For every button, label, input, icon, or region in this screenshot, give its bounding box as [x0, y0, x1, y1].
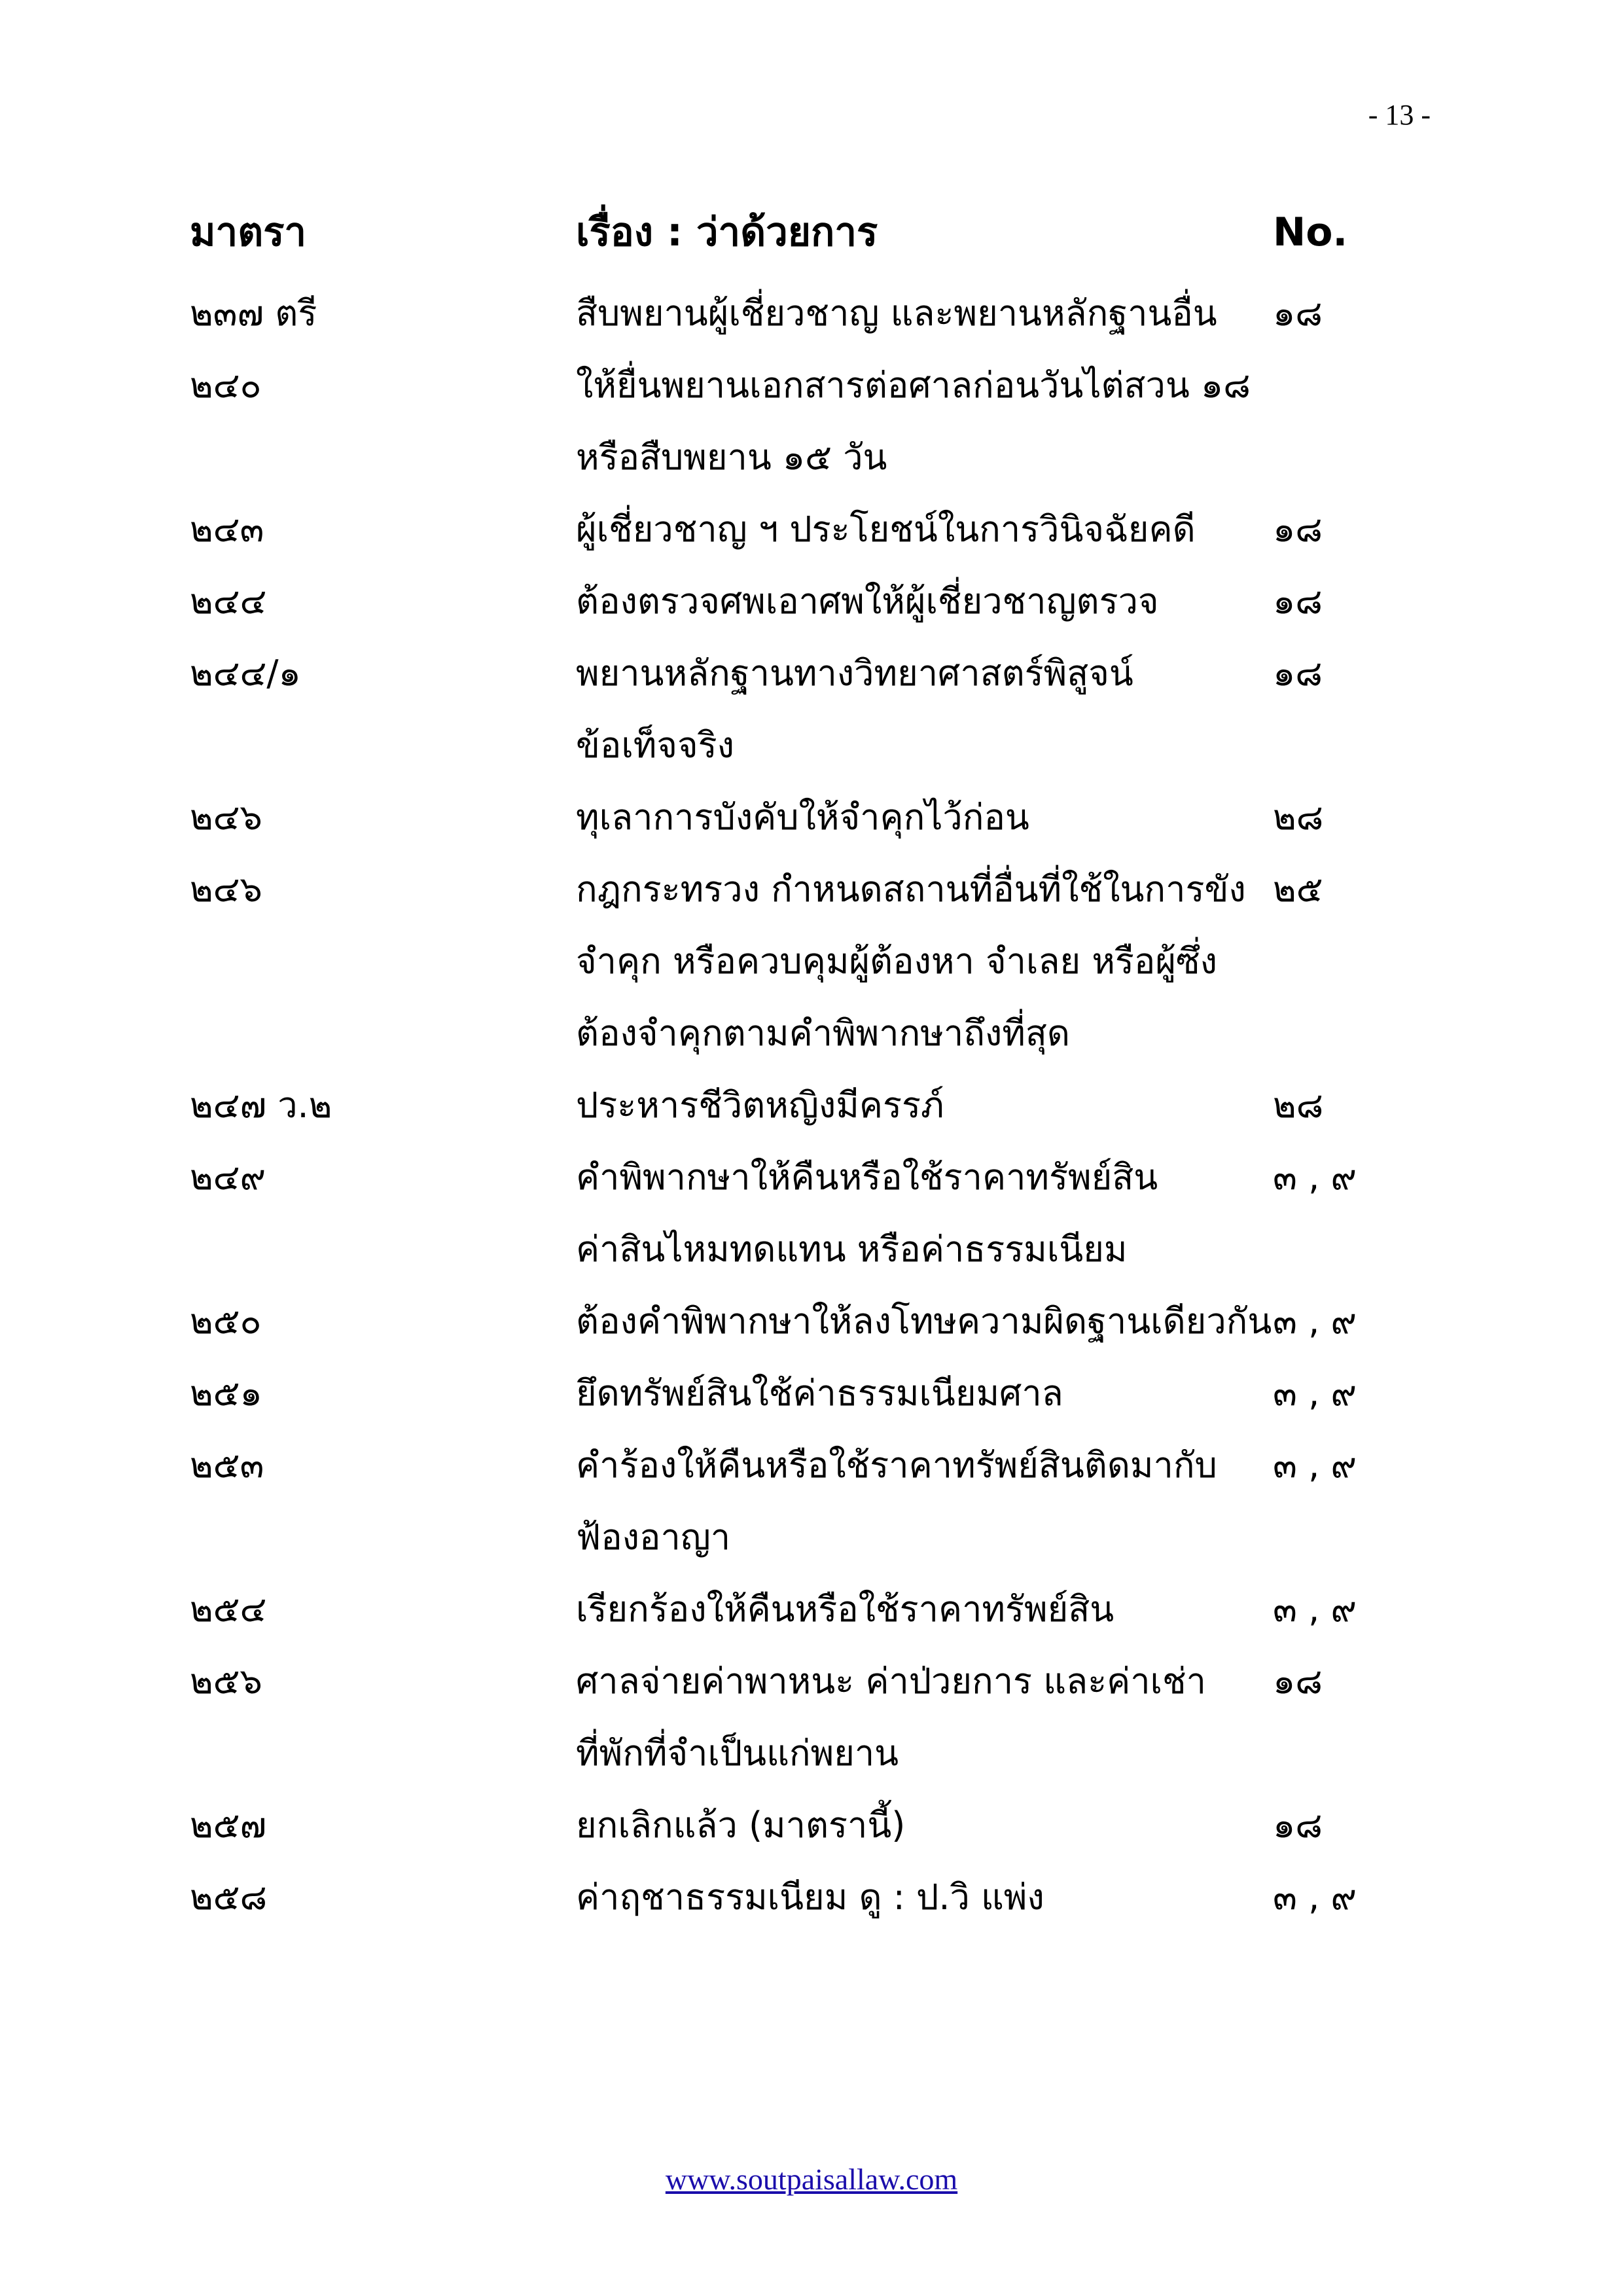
section-number: ๒๕๗ — [190, 1804, 267, 1846]
reference-no: ๒๘ — [1273, 1085, 1324, 1126]
table-row — [190, 853, 1433, 1069]
section-number: ๒๔๙ — [190, 1157, 266, 1198]
row-line — [190, 781, 1433, 853]
reference-no: ๓ , ๙ — [1273, 1300, 1357, 1342]
reference-no: ๓ , ๙ — [1273, 1876, 1357, 1918]
table-row — [190, 493, 1433, 565]
subject-text: ยกเลิกแล้ว (มาตรานี้) — [576, 1804, 906, 1846]
row-line — [190, 1861, 1433, 1933]
row-line — [190, 1141, 1433, 1213]
row-line — [190, 1213, 1433, 1285]
section-number: ๒๔๓ — [190, 509, 264, 550]
row-line — [190, 1789, 1433, 1861]
row-line — [190, 1717, 1433, 1789]
subject-text: คำร้องให้คืนหรือใช้ราคาทรัพย์สินติดมากับ — [576, 1444, 1217, 1486]
reference-no: ๑๘ — [1273, 293, 1323, 334]
section-number: ๒๕๘ — [190, 1876, 268, 1918]
row-line — [190, 997, 1433, 1069]
reference-no: ๑๘ — [1273, 509, 1323, 550]
section-number: ๒๔๔ — [190, 581, 267, 622]
reference-no: ๓ , ๙ — [1273, 1444, 1357, 1486]
row-line — [190, 1357, 1433, 1429]
reference-no: ๑๘ — [1273, 581, 1323, 622]
section-number: ๒๕๐ — [190, 1300, 262, 1342]
table-row — [190, 1645, 1433, 1789]
subject-text: สืบพยานผู้เชี่ยวชาญ และพยานหลักฐานอื่น — [576, 293, 1217, 334]
page-number: - 13 - — [1368, 99, 1431, 131]
subject-text: ประหารชีวิตหญิงมีครรภ์ — [576, 1085, 944, 1126]
table-row — [190, 278, 1433, 350]
row-line — [190, 1429, 1433, 1501]
subject-text: เรียกร้องให้คืนหรือใช้ราคาทรัพย์สิน — [576, 1588, 1115, 1630]
table-row — [190, 1573, 1433, 1645]
table-row — [190, 350, 1433, 493]
table-row — [190, 637, 1433, 781]
reference-no: ๑๘ — [1273, 653, 1323, 694]
row-line — [190, 853, 1433, 925]
subject-text: ฟ้องอาญา — [576, 1516, 731, 1558]
subject-text: กฎกระทรวง กำหนดสถานที่อื่นที่ใช้ในการขัง — [576, 869, 1246, 910]
row-line — [190, 709, 1433, 781]
row-line — [190, 1645, 1433, 1717]
subject-text: ที่พักที่จำเป็นแก่พยาน — [576, 1732, 899, 1774]
header-no: No. — [1273, 209, 1348, 255]
table-row — [190, 781, 1433, 853]
header-subject: เรื่อง : ว่าด้วยการ — [576, 209, 878, 255]
subject-text: หรือสืบพยาน ๑๕ วัน — [576, 437, 887, 478]
table-body — [190, 278, 1433, 1933]
row-line — [190, 1285, 1433, 1357]
row-line — [190, 1501, 1433, 1573]
subject-text: ค่าฤชาธรรมเนียม ดู : ป.วิ แพ่ง — [576, 1876, 1044, 1918]
reference-no: ๑๘ — [1273, 1804, 1323, 1846]
subject-text: ผู้เชี่ยวชาญ ฯ ประโยชน์ในการวินิจฉัยคดี — [576, 509, 1196, 550]
reference-no: ๓ , ๙ — [1273, 1588, 1357, 1630]
row-line — [190, 422, 1433, 493]
table-row — [190, 1789, 1433, 1861]
table-row — [190, 1141, 1433, 1285]
row-line — [190, 1573, 1433, 1645]
subject-text: คำพิพากษาให้คืนหรือใช้ราคาทรัพย์สิน — [576, 1157, 1158, 1198]
subject-text: ให้ยื่นพยานเอกสารต่อศาลก่อนวันไต่สวน ๑๘ — [576, 365, 1251, 406]
subject-text: ต้องจำคุกตามคำพิพากษาถึงที่สุด — [576, 1013, 1070, 1054]
row-line — [190, 925, 1433, 997]
reference-no: ๑๘ — [1273, 1660, 1323, 1702]
footer — [0, 2160, 1623, 2199]
table-row — [190, 565, 1433, 637]
section-number: ๒๕๑ — [190, 1372, 262, 1414]
row-line — [190, 493, 1433, 565]
subject-text: ทุเลาการบังคับให้จำคุกไว้ก่อน — [576, 797, 1029, 838]
table-row — [190, 1285, 1433, 1357]
section-number: ๒๔๖ — [190, 797, 262, 838]
row-line — [190, 1069, 1433, 1141]
table-row — [190, 1861, 1433, 1933]
section-number: ๒๓๗ ตรี — [190, 293, 317, 334]
section-number: ๒๕๓ — [190, 1444, 264, 1486]
section-number: ๒๔๖ — [190, 869, 262, 910]
table-header — [190, 196, 1433, 278]
table-row — [190, 1069, 1433, 1141]
section-number: ๒๕๔ — [190, 1588, 267, 1630]
row-line — [190, 565, 1433, 637]
reference-no: ๓ , ๙ — [1273, 1157, 1357, 1198]
row-line — [190, 637, 1433, 709]
subject-text: พยานหลักฐานทางวิทยาศาสตร์พิสูจน์ — [576, 653, 1133, 694]
section-number: ๒๔๔/๑ — [190, 653, 301, 694]
row-line — [190, 278, 1433, 350]
website-link[interactable]: www.soutpaisallaw.com — [665, 2162, 958, 2196]
section-number: ๒๕๖ — [190, 1660, 262, 1702]
table-row — [190, 1357, 1433, 1429]
reference-no: ๒๕ — [1273, 869, 1323, 910]
subject-text: ข้อเท็จจริง — [576, 725, 735, 766]
header-section: มาตรา — [190, 209, 307, 255]
subject-text: ต้องตรวจศพเอาศพให้ผู้เชี่ยวชาญตรวจ — [576, 581, 1159, 622]
subject-text: ต้องคำพิพากษาให้ลงโทษความผิดฐานเดียวกัน — [576, 1300, 1272, 1342]
table-row — [190, 1429, 1433, 1573]
reference-no: ๓ , ๙ — [1273, 1372, 1357, 1414]
subject-text: จำคุก หรือควบคุมผู้ต้องหา จำเลย หรือผู้ซึ่ง — [576, 941, 1218, 982]
subject-text: ยึดทรัพย์สินใช้ค่าธรรมเนียมศาล — [576, 1372, 1063, 1414]
row-line — [190, 350, 1433, 422]
section-index-table — [190, 196, 1433, 1933]
section-number: ๒๔๗ ว.๒ — [190, 1085, 332, 1126]
reference-no: ๒๘ — [1273, 797, 1324, 838]
section-number: ๒๔๐ — [190, 365, 262, 406]
subject-text: ศาลจ่ายค่าพาหนะ ค่าป่วยการ และค่าเช่า — [576, 1660, 1206, 1702]
subject-text: ค่าสินไหมทดแทน หรือค่าธรรมเนียม — [576, 1229, 1128, 1270]
